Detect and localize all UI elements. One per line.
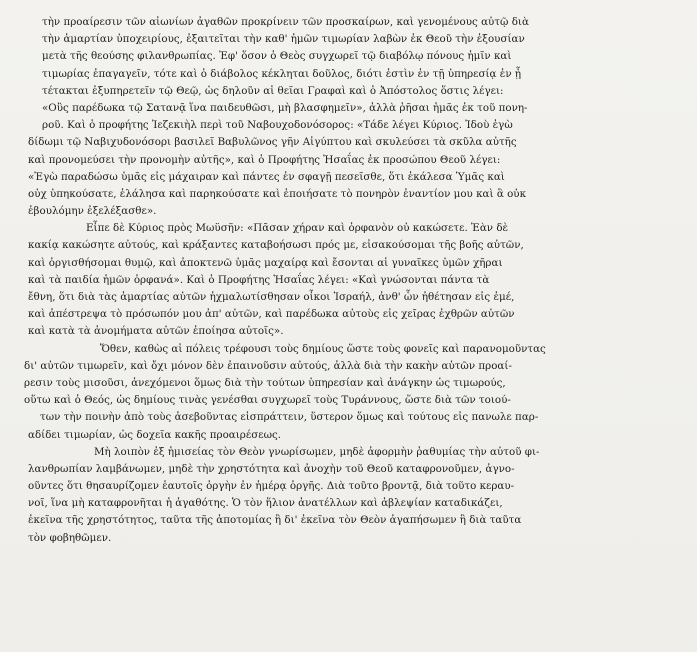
text-line: τὸν φοβηθῶμεν. xyxy=(28,531,112,544)
text-line: «Οὓς παρέδωκα τῷ Σατανᾷ ἵνα παιδευθῶσι, μὴ βλασφημεῖν», ἀλλὰ ῥῆσαι ἡμᾶς ἐκ τοῦ πονη- xyxy=(42,101,528,114)
text-line: ροῦ. Καὶ ὁ προφήτης Ἰεζεκιὴλ περὶ τοῦ Ναβουχοδονόσορος: «Τάδε λέγει Κύριος. Ἰδοὺ ἐγὼ xyxy=(42,119,513,132)
text-line: Ὅθεν, καθὼς αἱ πόλεις τρέφουσι τοὺς δημίους ὥστε τοὺς φονεῖς καὶ παρανομοῦντας xyxy=(100,342,546,355)
text-line: καὶ τὰ παιδία ἡμῶν ὀρφανά». Καὶ ὁ Προφήτης Ἡσαΐας λέγει: «Καὶ γνώσονται πάντα τὰ xyxy=(28,273,490,286)
text-line: Μὴ λοιπὸν ἐξ ἡμισείας τὸν Θεὸν γνωρίσωμεν, μηδὲ ἀφορμὴν ῥαθυμίας τὴν αὐτοῦ φι- xyxy=(94,445,540,458)
text-line: δίδωμι τῷ Ναβιχυδονόσορι βασιλεῖ Βαβυλῶνος γῆν Αἰγύπτου καὶ σκυλεύσει τὰ σκῦλα αὐτῆς xyxy=(28,136,517,149)
text-line: ρεσιν τοὺς μισοῦσι, ἀνεχόμενοι ὅμως διὰ τὴν τούτων ὑπηρεσίαν καὶ ἀνάγκην ὡς τιμωρούς, xyxy=(24,376,506,389)
text-line: τιμωρίας ἐπαγαγεῖν, τότε καὶ ὁ διάβολος κέκληται δοῦλος, διότι ἐστὶν ἐν τῇ ὑπηρεσίᾳ ἐν ᾗ xyxy=(42,67,522,80)
text-line: καὶ ὀργισθήσομαι θυμῷ, καὶ ἀποκτενῶ ὑμᾶς μαχαίρᾳ καὶ ἔσονται αἱ γυναῖκες ὑμῶν χῆραι xyxy=(28,256,503,269)
text-line: τὴν προαίρεσιν τῶν αἰωνίων ἀγαθῶν προκρίνειν τῶν προσκαίρων, καὶ γενομένους αὐτῷ διὰ xyxy=(42,16,529,28)
text-line: οὐχ ὑπηκούσατε, ἐλάλησα καὶ παρηκούσατε καὶ ἐποιήσατε τὸ πονηρὸν ἐναντίον μου καὶ ἃ οὐκ xyxy=(28,187,527,200)
text-line: ἐκεῖνα τῆς χρηστότητος, ταῦτα τῆς ἀποτομίας ἢ δι' ἐκεῖνα τὸν Θεὸν ἀγαπήσωμεν ἢ διὰ ταῦτα xyxy=(28,514,522,527)
text-line: ἐβουλόμην ἐξελέξασθε». xyxy=(28,205,157,218)
text-line: τὴν ἁμαρτίαν ὑποχειρίους, ἐξαιτεῖται τὴν καθ' ἡμῶν τιμωρίαν λαβὼν ἐκ Θεοῦ τὴν ἐξουσίαν xyxy=(42,33,525,46)
text-line: οὕτω καὶ ὁ Θεός, ὡς δημίους τινὰς γενέσθαι συγχωρεῖ τοὺς Τυράννους, ὥστε διὰ τῶν τοιού- xyxy=(24,394,511,407)
text-line: οῦντες ὅτι θησαυρίζομεν ἑαυτοῖς ὀργὴν ἐν ἡμέρᾳ ὀργῆς. Διὰ τοῦτο βροντᾷ, διὰ τοῦτο κεραυ- xyxy=(28,480,515,493)
text-line: καὶ προνομεύσει τὴν προνομὴν αὐτῆς», καὶ ὁ Προφήτης Ἡσαΐας ἐκ προσώπου Θεοῦ λέγει: xyxy=(28,153,501,166)
text-line: Εἶπε δὲ Κύριος πρὸς Μωϋσῆν: «Πᾶσαν χήραν καὶ ὀρφανὸν οὐ κακώσετε. Ἐὰν δὲ xyxy=(86,222,509,235)
body-text xyxy=(14,14,686,547)
text-line: καὶ κατὰ τὰ ἀνομήματα αὐτῶν ἐποίησα αὐτοῖς». xyxy=(28,325,284,338)
text-line: μετὰ τῆς θεούσης φιλανθρωπίας. Ἐφ' ὅσον ὁ Θεὸς συγχωρεῖ τῷ διαβόλῳ πόνους ἡμῖν καὶ xyxy=(42,50,512,63)
text-line: νοῖ, ἵνα μὴ καταφρονῆται ἡ ἀγαθότης. Ὁ τὸν ἥλιον ἀνατέλλων καὶ ἀβλεψίαν καταδικάζει, xyxy=(28,497,503,510)
text-line: καὶ ἀπέστρεψα τὸ πρόσωπόν μου ἀπ' αὐτῶν, καὶ παρέδωκα αὐτοὺς εἰς χεῖρας ἐχθρῶν αὐτῶν xyxy=(28,308,515,321)
text-line: δι' αὐτῶν τιμωρεῖν, καὶ ὄχι μόνον δὲν ἐπαινοῦσιν αὐτούς, ἀλλὰ διὰ τὴν κακὴν αὐτῶν προαί- xyxy=(24,359,512,372)
text-line: «Ἐγὼ παραδώσω ὑμᾶς εἰς μάχαιραν καὶ πάντες ἐν σφαγῇ πεσεῖσθε, ὅτι ἐκάλεσα Ὑμᾶς καὶ xyxy=(28,170,505,183)
text-line: αδίδει τιμωρίαν, ὡς δοχεῖα κακῆς προαιρέσεως. xyxy=(28,428,282,441)
text-line: λανθρωπίαν λαμβάνωμεν, μηδὲ τὴν χρηστότητα καὶ ἀνοχὴν τοῦ Θεοῦ καταφρονοῦμεν, ἀγνο- xyxy=(28,462,515,475)
text-line: των τὴν ποινὴν ἀπὸ τοὺς ἀσεβοῦντας εἰσπράττειν, ὕστερον ὅμως καὶ τούτους εἰς πανωλε παρ- xyxy=(40,411,539,424)
text-line: κακίᾳ κακώσητε αὐτούς, καὶ κράξαντες καταβοήσωσι πρός με, εἰσακούσομαι τῆς βοῆς αὐτῶν, xyxy=(28,239,524,252)
text-line: τέτακται ἐξυπηρετεῖν τῷ Θεῷ, ὡς δηλοῦν αἱ θεῖαι Γραφαὶ καὶ ὁ Ἀπόστολος ὅστις λέγει: xyxy=(42,84,504,97)
text-line: ἔθνη, ὅτι διὰ τὰς ἁμαρτίας αὐτῶν ἠχμαλωτίσθησαν οἶκοι Ἰσραήλ, ἀνθ' ὧν ἠθέτησαν εἰς ἐμέ, xyxy=(28,291,515,303)
